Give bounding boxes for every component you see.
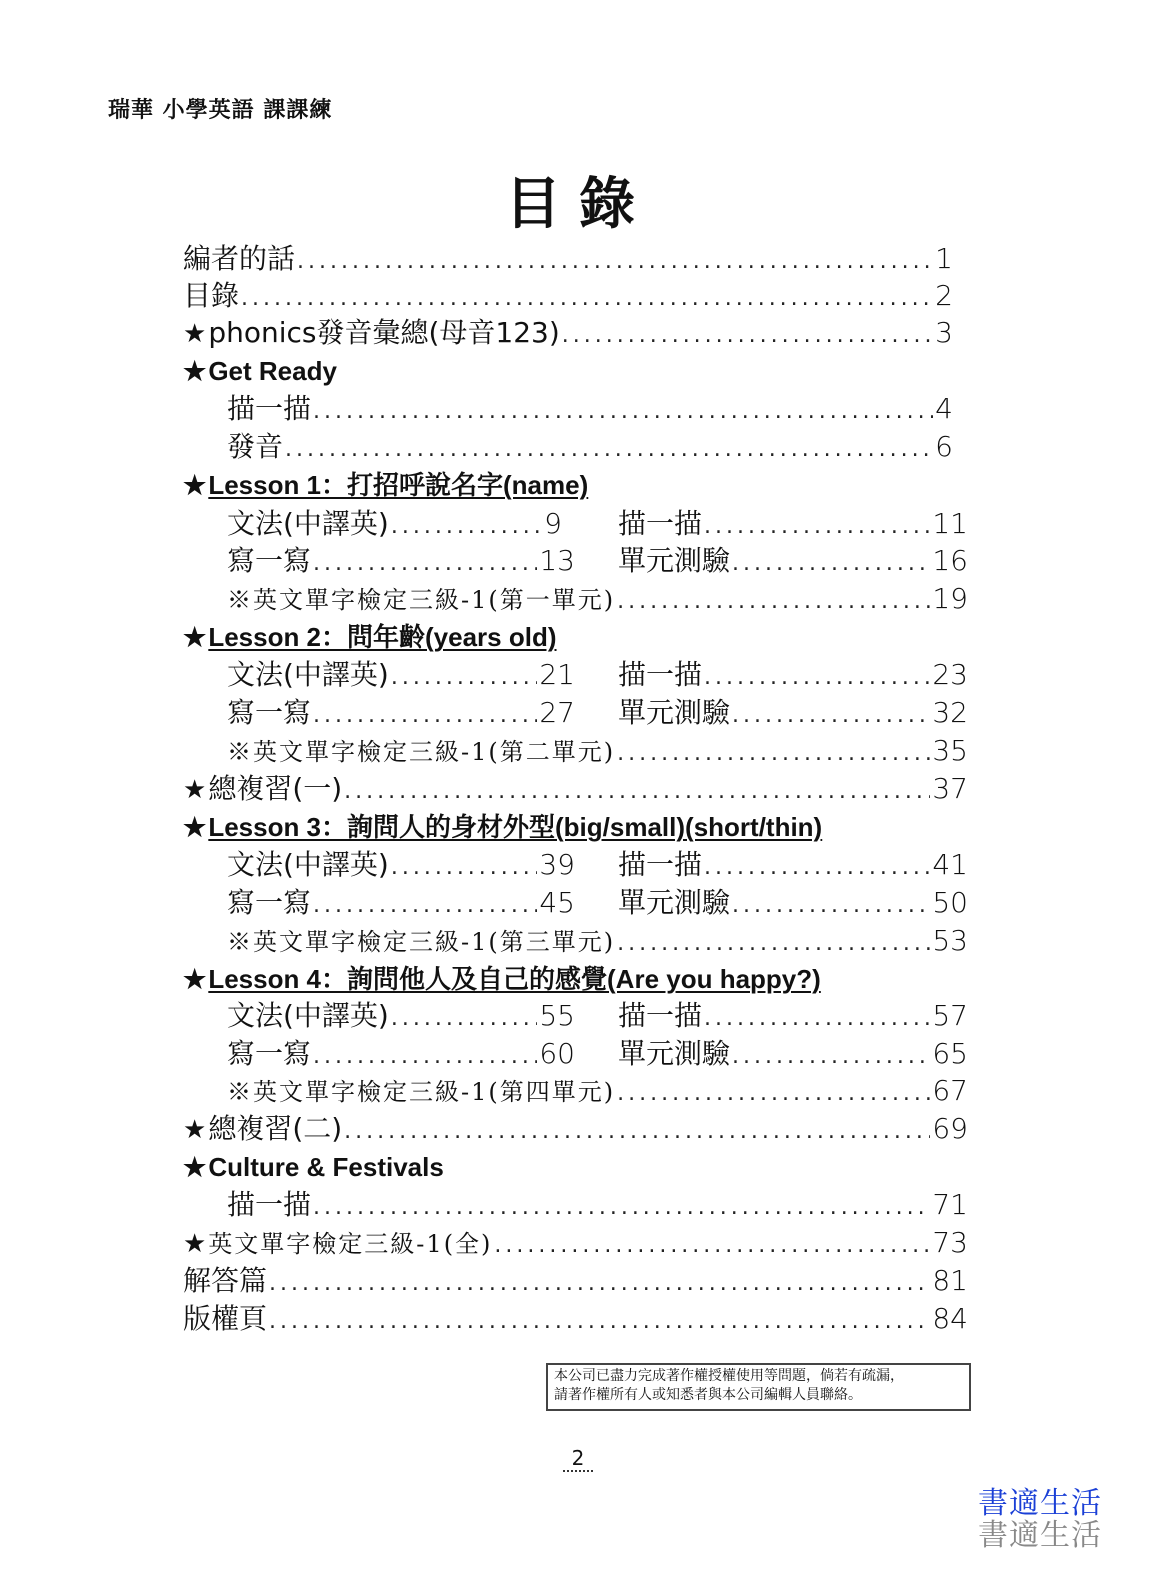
dot-leader: [344, 773, 930, 811]
section-title: Get Ready: [208, 356, 337, 386]
toc-label: 發音: [227, 430, 284, 463]
toc-page-number: 32: [932, 696, 968, 729]
toc-page-number: 69: [932, 1112, 968, 1145]
star-icon: ★: [183, 356, 207, 386]
toc-label: 描一描: [227, 392, 312, 425]
toc-entry-lesson1-trace[interactable]: [618, 505, 968, 543]
toc-entry-lesson3-trace[interactable]: [618, 846, 968, 884]
toc-entry-lesson3-vocab[interactable]: [227, 922, 968, 960]
toc-entry-lesson3-test[interactable]: [618, 884, 968, 922]
dot-leader: [617, 925, 930, 963]
dot-leader: [704, 849, 930, 887]
toc-entry-answers[interactable]: [183, 1262, 968, 1300]
toc-label: 描一描: [618, 658, 703, 691]
toc-page-number: 27: [539, 696, 575, 729]
toc-label: 描一描: [618, 848, 703, 881]
copyright-notice: [546, 1363, 971, 1411]
section-title: Lesson 4：詢問他人及自己的感覺(Are you happy?): [208, 964, 821, 994]
star-icon: ★: [183, 964, 207, 994]
toc-entry-lesson4-trace[interactable]: [618, 997, 968, 1035]
toc-label: ※英文單字檢定三級-1(第二單元): [227, 738, 616, 766]
notice-line-2: 請著作權所有人或知悉者與本公司編輯人員聯絡。: [554, 1387, 862, 1403]
dot-leader: [344, 1113, 930, 1151]
dot-leader: [313, 393, 933, 431]
toc-label: 描一描: [618, 507, 703, 540]
toc-entry-editors-words[interactable]: [183, 240, 953, 278]
toc-page-number: 9: [544, 507, 562, 540]
star-icon: ★: [183, 812, 207, 842]
notice-line-1: 本公司已盡力完成著作權授權使用等問題，倘若有疏漏，: [554, 1368, 904, 1384]
dot-leader: [494, 1227, 930, 1265]
toc-entry-culture-trace[interactable]: [227, 1186, 968, 1224]
toc-label: 單元測驗: [618, 886, 731, 919]
toc-label: ★總複習(二): [183, 1112, 343, 1145]
toc-label: 文法(中譯英): [227, 999, 389, 1032]
toc-entry-get-ready-pronounce[interactable]: [227, 428, 953, 466]
toc-page-number: 37: [932, 772, 968, 805]
section-title: Lesson 2：問年齡(years old): [208, 622, 557, 652]
dot-leader: [391, 1000, 538, 1038]
toc-label: 文法(中譯英): [227, 507, 389, 540]
dot-leader: [562, 317, 933, 355]
toc-entry-lesson4-grammar[interactable]: [227, 997, 575, 1035]
toc-label: 版權頁: [183, 1302, 268, 1335]
toc-page-number: 4: [935, 392, 953, 425]
toc-entry-lesson4-write[interactable]: [227, 1035, 575, 1073]
toc-label: 編者的話: [183, 242, 296, 275]
dot-leader: [269, 1303, 930, 1341]
section-lesson-4[interactable]: [183, 960, 821, 998]
dot-leader: [391, 659, 538, 697]
star-icon: ★: [183, 319, 207, 349]
dot-leader: [732, 887, 930, 925]
toc-label: ※英文單字檢定三級-1(第三單元): [227, 928, 616, 956]
toc-page-number: 50: [932, 886, 968, 919]
toc-entry-lesson4-test[interactable]: [618, 1035, 968, 1073]
toc-label: 描一描: [227, 1188, 312, 1221]
toc-entry-review-1[interactable]: [183, 770, 968, 808]
dot-leader: [313, 1038, 537, 1076]
toc-page-number: 57: [932, 999, 968, 1032]
toc-label: 單元測驗: [618, 696, 731, 729]
toc-entry-lesson2-vocab[interactable]: [227, 732, 968, 770]
toc-page-number: 39: [539, 848, 575, 881]
toc-label: ★總複習(一): [183, 772, 343, 805]
toc-label: 寫一寫: [227, 544, 312, 577]
toc-label: 文法(中譯英): [227, 848, 389, 881]
toc-entry-review-2[interactable]: [183, 1110, 968, 1148]
star-icon: ★: [183, 1152, 207, 1182]
section-get-ready: [183, 352, 337, 390]
toc-label: ★英文單字檢定三級-1(全): [183, 1229, 493, 1259]
dot-leader: [313, 545, 537, 583]
toc-page-number: 2: [935, 279, 953, 312]
page-number: 2: [563, 1446, 593, 1472]
toc-page-number: 60: [539, 1037, 575, 1070]
toc-entry-lesson3-write[interactable]: [227, 884, 575, 922]
toc-label: 單元測驗: [618, 544, 731, 577]
section-lesson-2[interactable]: [183, 618, 557, 656]
dot-leader: [391, 849, 538, 887]
toc-page-number: 6: [935, 430, 953, 463]
toc-entry-phonics[interactable]: [183, 314, 953, 352]
dot-leader: [313, 697, 537, 735]
section-lesson-1[interactable]: [183, 466, 588, 504]
dot-leader: [391, 508, 542, 546]
toc-page-number: 81: [932, 1264, 968, 1297]
toc-entry-lesson3-grammar[interactable]: [227, 846, 575, 884]
dot-leader: [704, 1000, 930, 1038]
toc-page-number: 55: [539, 999, 575, 1032]
page-heading: 目錄: [505, 172, 653, 237]
dot-leader: [704, 508, 930, 546]
toc-page-number: 67: [932, 1074, 968, 1107]
toc-page-number: 1: [935, 242, 953, 275]
star-icon: ★: [183, 622, 207, 652]
toc-entry-lesson2-trace[interactable]: [618, 656, 968, 694]
toc-page-number: 21: [539, 658, 575, 691]
watermark-secondary: 書適生活: [978, 1518, 1102, 1553]
toc-page-number: 53: [932, 924, 968, 957]
toc-label: 目錄: [183, 279, 240, 312]
toc-entry-lesson1-vocab[interactable]: [227, 580, 968, 618]
dot-leader: [704, 659, 930, 697]
dot-leader: [313, 1189, 930, 1227]
toc-label: 單元測驗: [618, 1037, 731, 1070]
toc-page-number: 16: [932, 544, 968, 577]
star-icon: ★: [183, 1115, 207, 1145]
watermark-primary: 書適生活: [978, 1486, 1102, 1521]
toc-entry-lesson1-grammar[interactable]: [227, 505, 562, 543]
toc-entry-copyright[interactable]: [183, 1300, 968, 1338]
toc-entry-lesson2-grammar[interactable]: [227, 656, 575, 694]
star-icon: ★: [183, 1229, 207, 1259]
dot-leader: [269, 1265, 930, 1303]
toc-label: 寫一寫: [227, 886, 312, 919]
toc-page-number: 11: [932, 507, 968, 540]
toc-entry-lesson2-test[interactable]: [618, 694, 968, 732]
toc-page-number: 35: [932, 734, 968, 767]
toc-entry-vocab-all[interactable]: [183, 1224, 968, 1262]
toc-label: 描一描: [618, 999, 703, 1032]
toc-page-number: 71: [932, 1188, 968, 1221]
star-icon: ★: [183, 775, 207, 805]
section-title: Lesson 3：詢問人的身材外型(big/small)(short/thin): [208, 812, 823, 842]
toc-entry-lesson1-test[interactable]: [618, 542, 968, 580]
dot-leader: [732, 697, 930, 735]
toc-page-number: 13: [539, 544, 575, 577]
toc-entry-get-ready-trace[interactable]: [227, 390, 953, 428]
toc-label: ※英文單字檢定三級-1(第四單元): [227, 1078, 616, 1106]
toc-page-number: 3: [935, 316, 953, 349]
dot-leader: [617, 1075, 930, 1113]
dot-leader: [732, 1038, 930, 1076]
toc-page-number: 41: [932, 848, 968, 881]
toc-page-number: 73: [932, 1226, 968, 1259]
dot-leader: [241, 280, 933, 318]
dot-leader: [617, 583, 930, 621]
toc-label: 寫一寫: [227, 696, 312, 729]
dot-leader: [313, 887, 537, 925]
section-title: Culture & Festivals: [208, 1152, 444, 1182]
series-title: 瑞華 小學英語 課課練: [108, 97, 333, 123]
toc-entry-lesson1-write[interactable]: [227, 542, 575, 580]
dot-leader: [297, 243, 933, 281]
toc-label: ★phonics發音彙總(母音123): [183, 316, 560, 349]
section-lesson-3[interactable]: [183, 808, 822, 846]
toc-label: 解答篇: [183, 1264, 268, 1297]
dot-leader: [285, 431, 933, 469]
toc-entry-lesson2-write[interactable]: [227, 694, 575, 732]
section-culture-festivals: [183, 1148, 444, 1186]
toc-page-number: 65: [932, 1037, 968, 1070]
toc-page-number: 19: [932, 582, 968, 615]
toc-label: 寫一寫: [227, 1037, 312, 1070]
toc-entry-contents[interactable]: [183, 277, 953, 315]
dot-leader: [617, 735, 930, 773]
section-title: Lesson 1：打招呼說名字(name): [208, 470, 589, 500]
toc-page-number: 84: [932, 1302, 968, 1335]
toc-page-number: 45: [539, 886, 575, 919]
toc-entry-lesson4-vocab[interactable]: [227, 1072, 968, 1110]
star-icon: ★: [183, 470, 207, 500]
toc-label: ※英文單字檢定三級-1(第一單元): [227, 586, 616, 614]
dot-leader: [732, 545, 930, 583]
toc-page-number: 23: [932, 658, 968, 691]
toc-label: 文法(中譯英): [227, 658, 389, 691]
